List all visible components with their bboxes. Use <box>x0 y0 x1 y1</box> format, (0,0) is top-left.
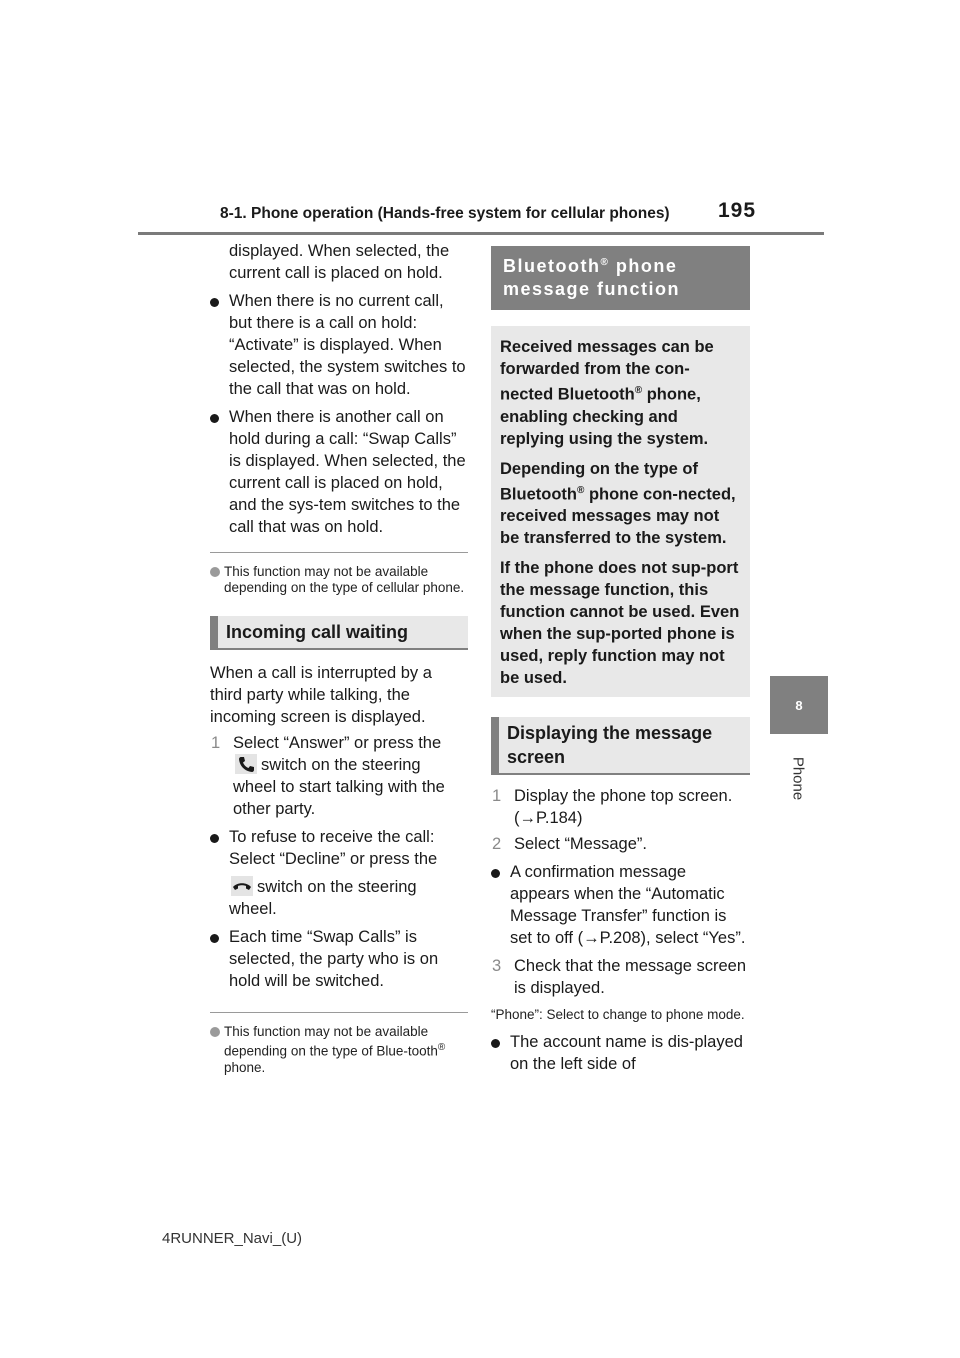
note-item: This function may not be available depending on the type of cellular phone. <box>210 564 468 596</box>
info-paragraph: If the phone does not sup-port the message function, this function cannot be used. Even when the sup-ported phone is used, reply function may not be used. <box>500 559 740 687</box>
note-item: This function may not be available depending on the type of Blue-tooth® phone. <box>210 1024 468 1076</box>
bullet-dot <box>210 414 219 423</box>
page-number: 195 <box>718 199 757 222</box>
bullet-swap-calls: When there is another call on hold during a call: “Swap Calls” is displayed. When selected, the current call is placed on hold, and the sys-tem switches to the call that was on hold. <box>210 406 468 538</box>
bullet-dot <box>491 1039 500 1048</box>
bullet-account-name: The account name is dis-played on the left side of <box>491 1031 750 1075</box>
heading-bluetooth-message-function: Bluetooth® phone message function <box>491 246 750 310</box>
header-divider <box>138 232 824 235</box>
section-title: 8-1. Phone operation (Hands-free system for cellular phones) <box>220 205 670 222</box>
note-block <box>210 1012 468 1076</box>
bullet-decline: To refuse to receive the call: Select “Decline” or press the switch on the steering wheel. <box>210 826 468 920</box>
note-dot <box>210 567 220 577</box>
bullet-confirmation: A confirmation message appears when the “Automatic Message Transfer” function is set to off (→P.208), select “Yes”. <box>491 861 750 949</box>
bullet-dot <box>210 934 219 943</box>
step-answer: 1 Select “Answer” or press the switch on the steering wheel to start talking with the other party. <box>211 734 445 818</box>
bullet-dot <box>210 298 219 307</box>
info-paragraph: Received messages can be forwarded from the con-nected Bluetooth® phone, enabling checking and replying using the system. <box>500 338 714 448</box>
chapter-label: Phone <box>789 756 807 801</box>
step-select-message: 2 Select “Message”. <box>492 835 647 853</box>
info-paragraph: Depending on the type of Bluetooth® phone con-nected, received messages may not be transferred to the system. <box>500 459 736 547</box>
bullet-activate: When there is no current call, but there is a call on hold: “Activate” is displayed. When selected, the system switches to the call that was on hold. <box>210 290 468 400</box>
heading-displaying-message-screen: Displaying the message screen <box>491 717 750 775</box>
phone-hangup-icon <box>231 876 253 896</box>
note-block <box>210 552 468 596</box>
phone-answer-icon <box>235 754 257 774</box>
intro-paragraph: When a call is interrupted by a third party while talking, the incoming screen is displayed. <box>210 664 432 726</box>
heading-incoming-call-waiting: Incoming call waiting <box>210 616 468 650</box>
step-check-screen: 3 Check that the message screen is displayed. <box>492 957 747 997</box>
continued-text: displayed. When selected, the current call is placed on hold. <box>229 242 450 282</box>
footer-model-code: 4RUNNER_Navi_(U) <box>162 1230 303 1247</box>
right-column <box>491 240 750 1075</box>
bullet-dot <box>210 834 219 843</box>
left-column <box>210 240 468 1076</box>
step-display-phone: 1 Display the phone top screen. (→P.184) <box>492 787 733 827</box>
note-dot <box>210 1027 220 1037</box>
phone-mode-note: “Phone”: Select to change to phone mode. <box>491 1007 745 1022</box>
info-box <box>491 326 750 697</box>
chapter-tab[interactable]: 8 <box>770 676 828 734</box>
bullet-swap-each-time: Each time “Swap Calls” is selected, the party who is on hold will be switched. <box>210 926 468 992</box>
bullet-dot <box>491 869 500 878</box>
